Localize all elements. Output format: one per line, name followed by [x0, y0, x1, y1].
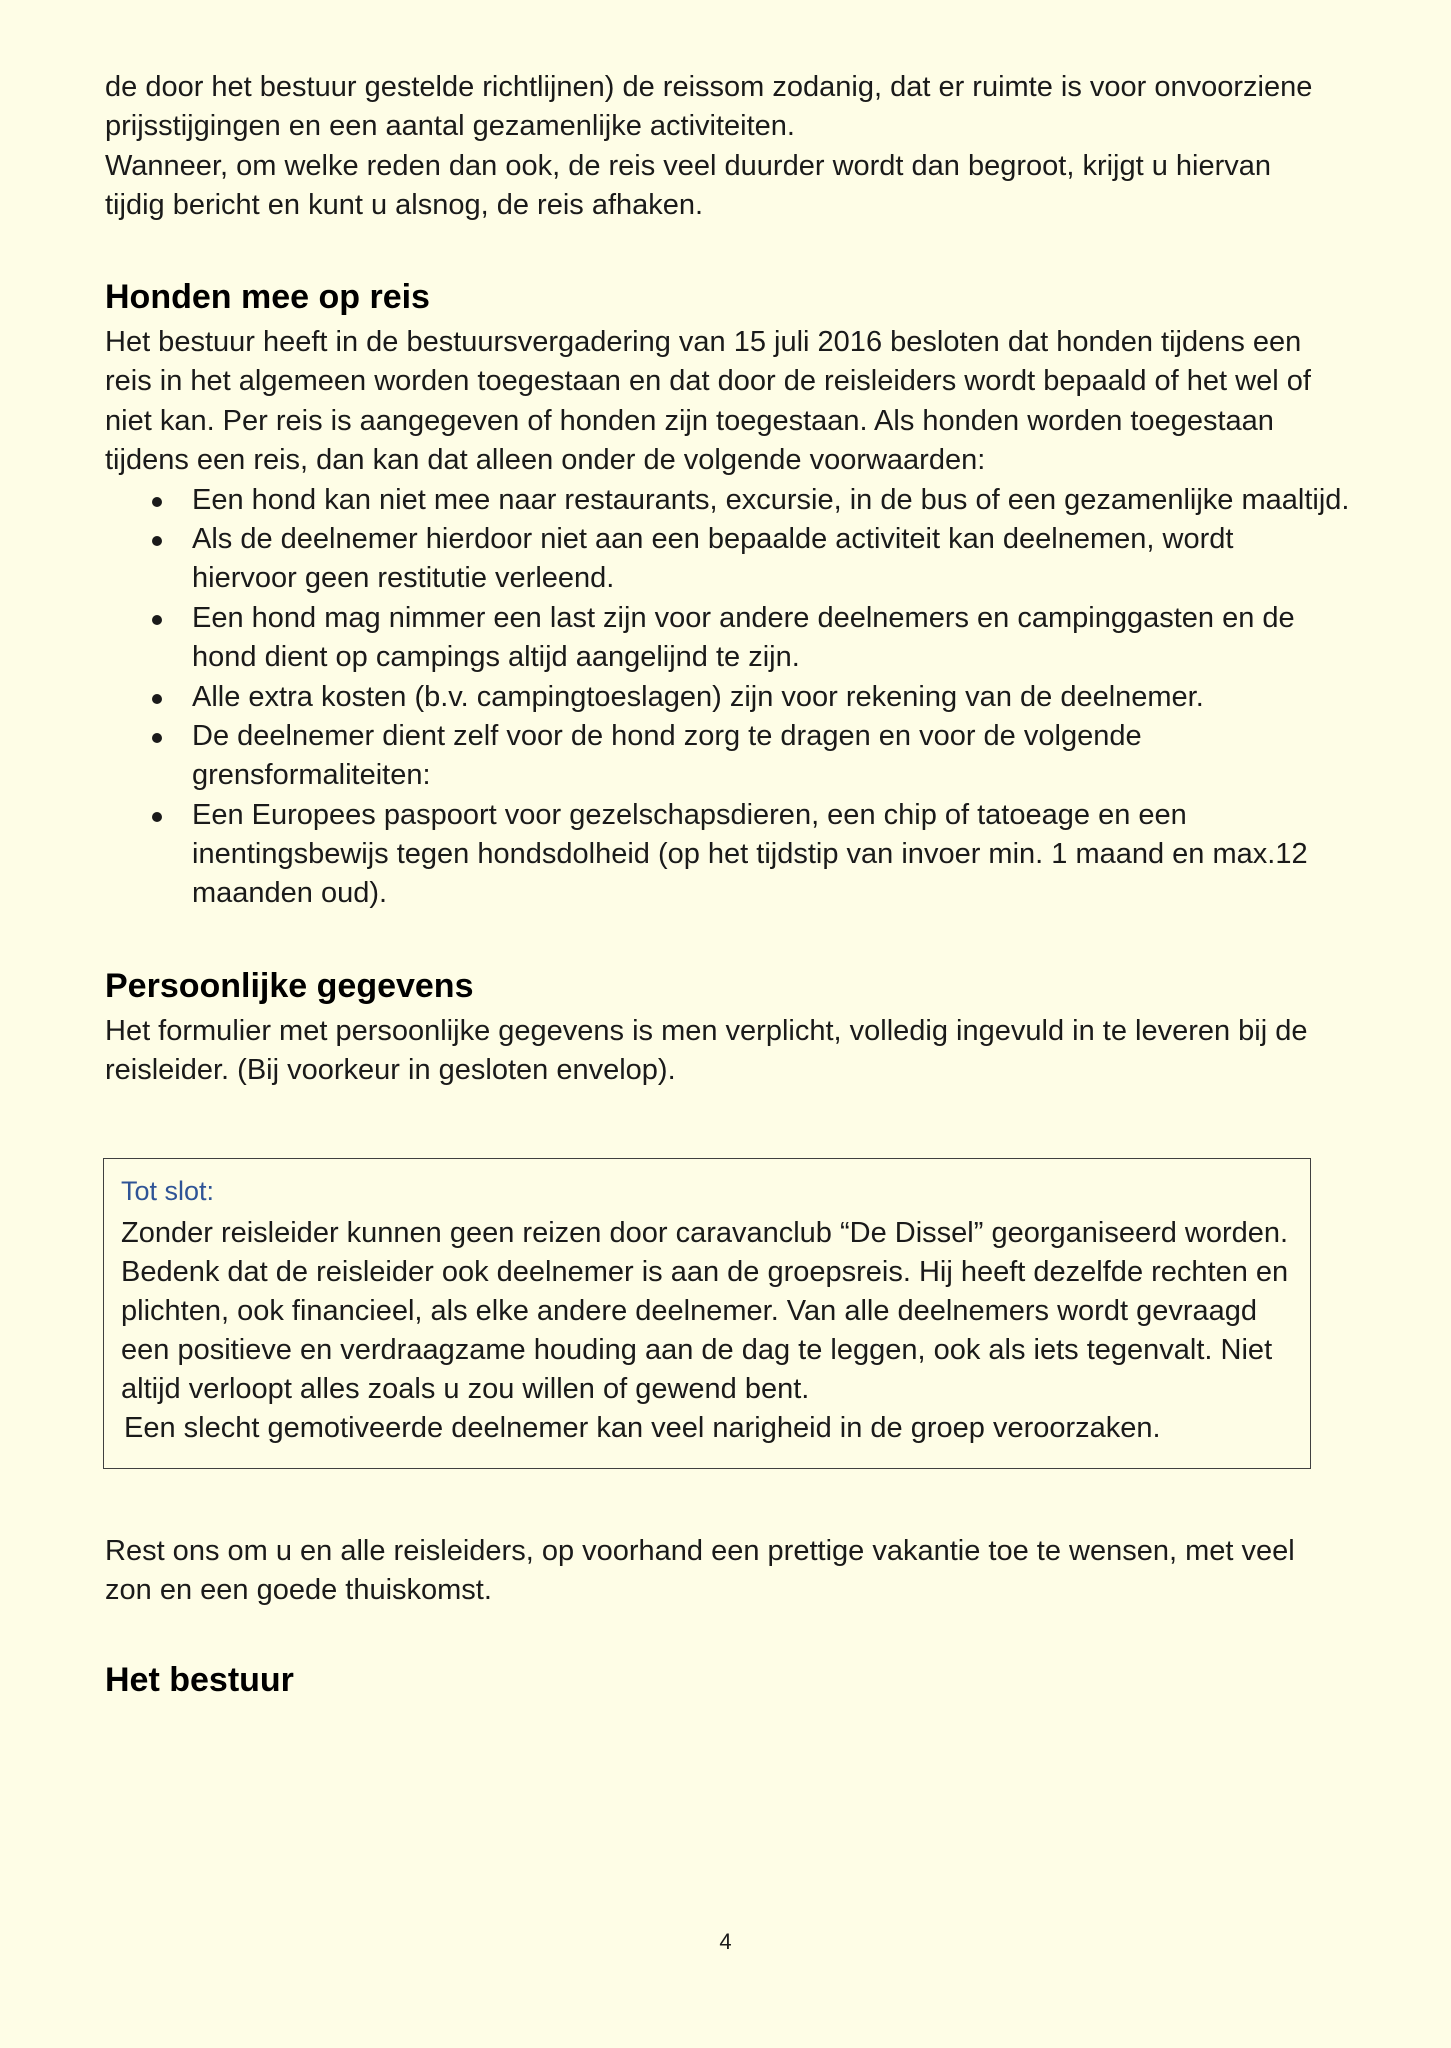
text-line: Rest ons om u en alle reisleiders, op voorhand een prettige vakantie toe te wensen, met veel	[105, 1535, 1295, 1567]
bullet-marker	[152, 733, 162, 743]
bullet-marker	[152, 536, 162, 546]
text-line: Het bestuur heeft in de bestuursvergadering van 15 juli 2016 besloten dat honden tijdens een	[105, 326, 1302, 358]
farewell-paragraph	[105, 1532, 1295, 1611]
text-line: Een hond mag nimmer een last zijn voor andere deelnemers en campinggasten en de	[192, 601, 1295, 634]
text-line: inentingsbewijs tegen hondsdolheid (op het tijdstip van invoer min. 1 maand en max.12	[192, 838, 1308, 871]
text-line: hond dient op campings altijd aangelijnd te zijn.	[192, 641, 800, 674]
text-line: reisleider. (Bij voorkeur in gesloten envelop).	[105, 1054, 676, 1087]
text-line: De deelnemer dient zelf voor de hond zorg te dragen en voor de volgende	[192, 719, 1142, 752]
text-line: Zonder reisleider kunnen geen reizen door caravanclub “De Dissel” georganiseerd worden.	[121, 1217, 1289, 1249]
text-line: altijd verloopt alles zoals u zou willen of gewend bent.	[121, 1373, 810, 1405]
text-line: een positieve en verdraagzame houding aan de dag te leggen, ook als iets tegenvalt. Niet	[121, 1334, 1273, 1366]
bullet-item	[192, 520, 1349, 599]
text-line: niet kan. Per reis is aangegeven of honden zijn toegestaan. Als honden worden toegestaan	[105, 404, 1274, 437]
conditions-bullet-list	[105, 481, 1349, 914]
page-number: 4	[719, 1929, 732, 1954]
text-line: Een hond kan niet mee naar restaurants, excursie, in de bus of een gezamenlijke maaltijd.	[192, 483, 1350, 516]
text-line: maanden oud).	[192, 877, 388, 910]
text-line: Een Europees paspoort voor gezelschapsdieren, een chip of tatoeage en een	[192, 798, 1187, 831]
text-line: Als de deelnemer hierdoor niet aan een bepaalde activiteit kan deelnemen, wordt	[192, 522, 1234, 555]
bullet-item	[192, 481, 1349, 520]
text-line: Wanneer, om welke reden dan ook, de reis veel duurder wordt dan begroot, krijgt u hiervan	[105, 149, 1272, 182]
bullet-item	[192, 796, 1349, 914]
bullet-item	[192, 678, 1349, 717]
closing-note-label: Tot slot:	[121, 1176, 215, 1206]
text-line: tijdens een reis, dan kan dat alleen onder de volgende voorwaarden:	[105, 444, 986, 477]
text-line: hiervoor geen restitutie verleend.	[192, 562, 615, 595]
bullet-marker	[152, 812, 162, 822]
text-line: de door het bestuur gestelde richtlijnen) de reissom zodanig, dat er ruimte is voor onvoorziene	[105, 71, 1313, 103]
text-line: zon en een goede thuiskomst.	[105, 1574, 492, 1607]
section-heading-personal-data: Persoonlijke gegevens	[105, 967, 474, 1005]
text-line: plichten, ook financieel, als elke andere deelnemer. Van alle deelnemers wordt gevraagd	[121, 1295, 1257, 1327]
text-line: grensformaliteiten:	[192, 759, 431, 792]
text-line: tijdig bericht en kunt u alsnog, de reis afhaken.	[105, 189, 704, 222]
signature: Het bestuur	[105, 1661, 294, 1699]
closing-note-box	[103, 1158, 1311, 1469]
text-line: Alle extra kosten (b.v. campingtoeslagen) zijn voor rekening van de deelnemer.	[192, 680, 1204, 713]
intro-paragraph	[105, 68, 1312, 226]
personal-data-paragraph	[105, 1012, 1308, 1091]
bullet-marker	[152, 615, 162, 625]
closing-note-text	[121, 1214, 1288, 1448]
text-line: Een slecht gemotiveerde deelnemer kan veel narigheid in de groep veroorzaken.	[124, 1412, 1161, 1444]
text-line: reis in het algemeen worden toegestaan en dat door de reisleiders wordt bepaald of het wel of	[105, 365, 1311, 398]
section-heading-dogs: Honden mee op reis	[105, 278, 430, 316]
bullet-marker	[152, 497, 162, 507]
text-line: Het formulier met persoonlijke gegevens is men verplicht, volledig ingevuld in te leveren bij de	[105, 1015, 1308, 1047]
dogs-section-body	[105, 323, 1349, 914]
bullet-marker	[152, 694, 162, 704]
bullet-item	[192, 599, 1349, 678]
text-line: Bedenk dat de reisleider ook deelnemer is aan de groepsreis. Hij heeft dezelfde rechten en	[121, 1256, 1289, 1288]
bullet-item	[192, 717, 1349, 796]
text-line: prijsstijgingen en een aantal gezamenlijke activiteiten.	[105, 110, 795, 143]
